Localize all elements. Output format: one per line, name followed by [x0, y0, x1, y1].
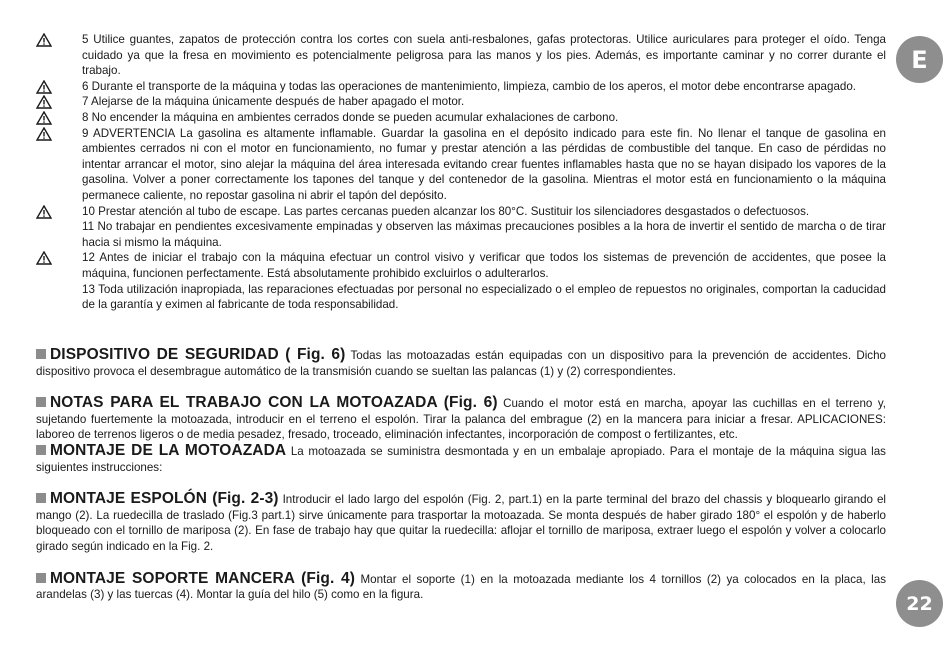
warning-triangle-icon: [36, 95, 52, 109]
section-spur-assembly: [36, 491, 886, 554]
section-body: Montar el soporte (1) en la motoazada mediante los 4 tornillos (2) ya colocados en la placa, las arandelas (3) y las tuercas (4). Montar la guía del hilo (5) como en la figura.: [36, 572, 886, 602]
section-safety-device: [36, 347, 886, 379]
square-bullet-icon: [36, 573, 46, 583]
square-bullet-icon: [36, 397, 46, 407]
warning-text: 11 No trabajar en pendientes excesivamente empinadas y observen las máximas precauciones posibles a la hora de invertir el sentido de marcha o de tirar hacia si mismo la máquina.: [82, 220, 886, 249]
section-heading: NOTAS PARA EL TRABAJO CON LA MOTOAZADA (Fig. 6): [50, 394, 498, 412]
square-bullet-icon: [36, 493, 46, 503]
warning-item-8: [36, 110, 886, 126]
square-bullet-icon: [36, 445, 46, 455]
section-body: Cuando el motor está en marcha, apoyar las cuchillas en el terreno y, sujetando fuertemente la motoazada, introducir en el terreno el espolón. Tirar la palanca del embrague (2) en la mancera para iniciar a fresar. APLICACIONES: laboreo de terrenos ligeros o de media pesadez, fresado, troceado, eliminación infectantes, incorporación de compost o fertilizantes, etc.: [36, 397, 886, 442]
warning-triangle-icon: [36, 251, 52, 265]
warning-item-7: [36, 94, 886, 110]
warning-text: 5 Utilice guantes, zapatos de protección contra los cortes con suela anti-resbalones, gafas protectoras. Utilice auriculares para proteger el oído. Tenga cuidado ya que la fresa en movimiento es potencialmente peligrosa para las manos y los pies. Además, es importante caminar y no correr durante el trabajo.: [82, 33, 886, 78]
section-heading: DISPOSITIVO DE SEGURIDAD ( Fig. 6): [50, 346, 346, 363]
instruction-sections: [36, 347, 886, 603]
section-handle-support: [36, 571, 886, 603]
warning-text: 9 ADVERTENCIA La gasolina es altamente inflamable. Guardar la gasolina en el depósito indicado para este fin. No llenar el tanque de gasolina en ambientes cerrados ni con el motor en funcionamiento, no fumar y prestar atención a las pérdidas de combustible del tanque. En caso de pérdidas no intentar arrancar el motor, sino alejar la máquina del área interesada evitando crear fuentes inflamables hasta que no se hayan disipado los vapores de la gasolina. Volver a poner correctamente los tapones del tanque y del contenedor de la gasolina. Mientras el motor está en funcionamiento o la máquina permanece caliente, no repostar gasolina ni abrir el tapón del depósito.: [82, 126, 886, 202]
warning-item-13: [36, 282, 886, 313]
warning-item-5: [36, 32, 886, 79]
section-body: Introducir el lado largo del espolón (Fig. 2, part.1) en la parte terminal del brazo del chassis y bloquearlo girando el mango (2). La ruedecilla de traslado (Fig.3 part.1) sirve únicamente para trasportar la motoazada. Se monta después de haber girado 180° el espolón y de haberlo bloqueado con el tornillo de mariposa (2). En fase de trabajo hay que quitar la ruedecilla: aflojar el tornillo de mariposa, extraer luego el espolón y volver a colocarlo girado según indicado en la Fig. 2.: [36, 493, 886, 553]
section-assembly: [36, 443, 886, 475]
section-body: La motoazada se suministra desmontada y en un embalaje apropiado. Para el montaje de la máquina sigua las siguientes instrucciones:: [36, 444, 886, 474]
warning-text: 12 Antes de iniciar el trabajo con la máquina efectuar un control visivo y verificar que todos los sistemas de prevención de accidentes, que posee la máquina, funcionen perfectamente. Está absolutamente prohibido excluirlos o adulterarlos.: [82, 251, 886, 280]
warning-item-11: [36, 219, 886, 250]
warning-triangle-icon: [36, 33, 52, 47]
warning-triangle-icon: [36, 80, 52, 94]
warning-text: 10 Prestar atención al tubo de escape. Las partes cercanas pueden alcanzar los 80°C. Sustituir los silenciadores desgastados o defectuosos.: [82, 204, 810, 218]
section-heading: MONTAJE ESPOLÓN (Fig. 2-3): [50, 490, 279, 508]
warning-text: 8 No encender la máquina en ambientes cerrados donde se pueden acumular exhalaciones de carbono.: [82, 110, 619, 124]
warning-triangle-icon: [36, 111, 52, 125]
square-bullet-icon: [36, 349, 46, 359]
language-tab-badge: E: [896, 36, 943, 83]
warning-triangle-icon: [36, 205, 52, 219]
section-body: Todas las motoazadas están equipadas con un dispositivo para la prevención de accidentes. Dicho dispositivo provoca el desembrague automático de la transmisión cuando se sueltan las palancas (1) y (2) correspondientes.: [36, 349, 886, 378]
warning-text: 13 Toda utilización inapropiada, las reparaciones efectuadas por personal no especializado o el empleo de repuestos no originales, comportan la caducidad de la garantía y eximen al fabricante de toda responsabilidad.: [82, 282, 886, 312]
warning-item-10: [36, 204, 886, 220]
section-heading: MONTAJE SOPORTE MANCERA (Fig. 4): [50, 569, 355, 587]
warning-text: 7 Alejarse de la máquina únicamente después de haber apagado el motor.: [82, 95, 465, 109]
safety-warnings-list: [36, 32, 886, 313]
warning-item-12: [36, 250, 886, 281]
section-work-notes: [36, 395, 886, 443]
page-number-badge: 22: [896, 580, 943, 627]
warning-triangle-icon: [36, 127, 52, 141]
section-heading: MONTAJE DE LA MOTOAZADA: [50, 441, 287, 459]
warning-text: 6 Durante el transporte de la máquina y todas las operaciones de mantenimiento, limpieza, cambio de los aperos, el motor debe encontrarse apagado.: [82, 79, 857, 93]
warning-item-9: [36, 126, 886, 204]
warning-item-6: [36, 79, 886, 95]
